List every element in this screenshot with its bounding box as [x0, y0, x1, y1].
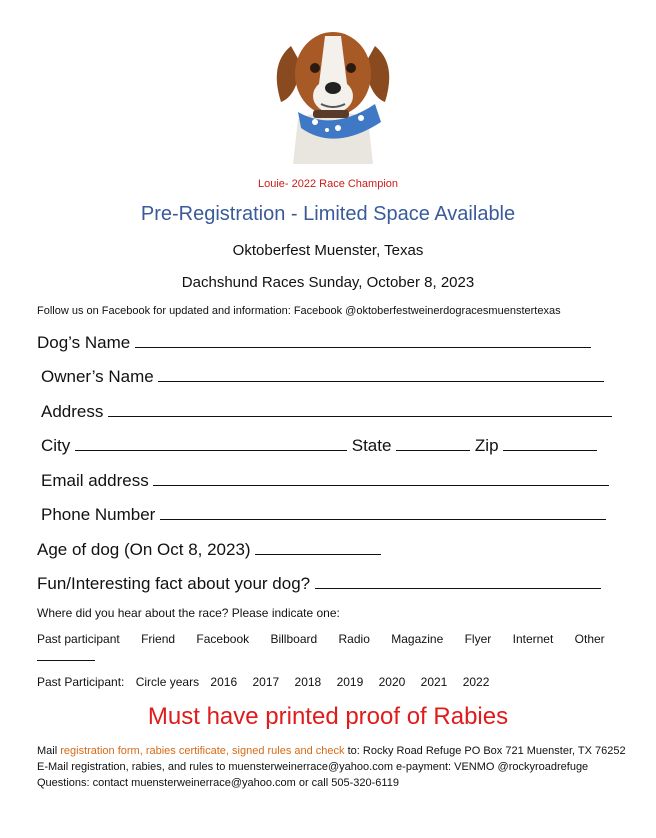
page-title: Pre-Registration - Limited Space Available: [140, 203, 516, 225]
year-2016[interactable]: 2016: [210, 675, 238, 689]
past-participant-label: Past Participant:: [37, 675, 125, 689]
questions-contact: Questions: contact muensterweinerrace@yahoo.com or call 505-320-6119: [37, 777, 399, 789]
zip-line[interactable]: [503, 435, 597, 451]
mail-instructions: [37, 745, 626, 757]
city-line[interactable]: [75, 435, 347, 451]
mail-prefix: Mail: [37, 745, 61, 757]
city-state-zip-field: [41, 435, 597, 456]
year-2017[interactable]: 2017: [252, 675, 280, 689]
option-flyer[interactable]: Flyer: [464, 632, 492, 646]
state-label: State: [351, 436, 392, 455]
age-line[interactable]: [255, 539, 381, 555]
dog-name-field: [37, 332, 591, 353]
email-line[interactable]: [153, 470, 609, 486]
circle-years-label: Circle years: [135, 675, 200, 689]
address-line[interactable]: [108, 401, 612, 417]
email-field: [41, 470, 609, 491]
zip-label: Zip: [474, 436, 499, 455]
phone-field: [41, 504, 606, 525]
address-field: [41, 401, 612, 422]
option-friend[interactable]: Friend: [141, 632, 176, 646]
dog-name-line[interactable]: [135, 332, 591, 348]
hear-options: [37, 632, 605, 646]
phone-label: Phone Number: [41, 505, 156, 524]
option-magazine[interactable]: Magazine: [391, 632, 444, 646]
dog-name-label: Dog’s Name: [37, 333, 131, 352]
city-label: City: [41, 436, 71, 455]
option-billboard[interactable]: Billboard: [270, 632, 318, 646]
fun-fact-line[interactable]: [315, 573, 601, 589]
option-past-participant[interactable]: Past participant: [37, 632, 120, 646]
year-2022[interactable]: 2022: [462, 675, 490, 689]
fun-fact-field: [37, 573, 601, 594]
option-facebook[interactable]: Facebook: [196, 632, 250, 646]
email-label: Email address: [41, 471, 149, 490]
dachshund-photo-icon: [263, 24, 403, 164]
dog-photo: [263, 24, 403, 164]
year-2021[interactable]: 2021: [420, 675, 448, 689]
state-line[interactable]: [396, 435, 470, 451]
year-2019[interactable]: 2019: [336, 675, 364, 689]
hear-question: Where did you hear about the race? Please indicate one:: [37, 606, 340, 620]
facebook-note: Follow us on Facebook for updated and information: Facebook @oktoberfestweinerdogracesmuenstertexas: [37, 305, 561, 317]
address-label: Address: [41, 402, 104, 421]
option-other[interactable]: Other: [574, 632, 605, 646]
phone-line[interactable]: [160, 504, 606, 520]
age-field: [37, 539, 381, 560]
other-line[interactable]: [37, 660, 95, 661]
option-internet[interactable]: Internet: [512, 632, 554, 646]
option-radio[interactable]: Radio: [338, 632, 370, 646]
photo-caption: Louie- 2022 Race Champion: [257, 178, 399, 190]
year-2018[interactable]: 2018: [294, 675, 322, 689]
owner-name-field: [41, 366, 604, 387]
past-participant-row: [37, 675, 501, 689]
mail-address: to: Rocky Road Refuge PO Box 721 Muenster, TX 76252: [344, 745, 626, 757]
owner-name-label: Owner’s Name: [41, 367, 154, 386]
year-2020[interactable]: 2020: [378, 675, 406, 689]
owner-name-line[interactable]: [158, 366, 604, 382]
rabies-warning: Must have printed proof of Rabies: [147, 703, 509, 730]
age-label: Age of dog (On Oct 8, 2023): [37, 540, 251, 559]
email-instructions: E-Mail registration, rabies, and rules to muensterweinerrace@yahoo.com e-payment: VENMO @rockyroadrefuge: [37, 761, 589, 773]
event-name: Oktoberfest Muenster, Texas: [232, 242, 424, 259]
event-date: Dachshund Races Sunday, October 8, 2023: [181, 274, 475, 291]
mail-highlight: registration form, rabies certificate, signed rules and check: [60, 745, 345, 757]
fun-fact-label: Fun/Interesting fact about your dog?: [37, 574, 311, 593]
